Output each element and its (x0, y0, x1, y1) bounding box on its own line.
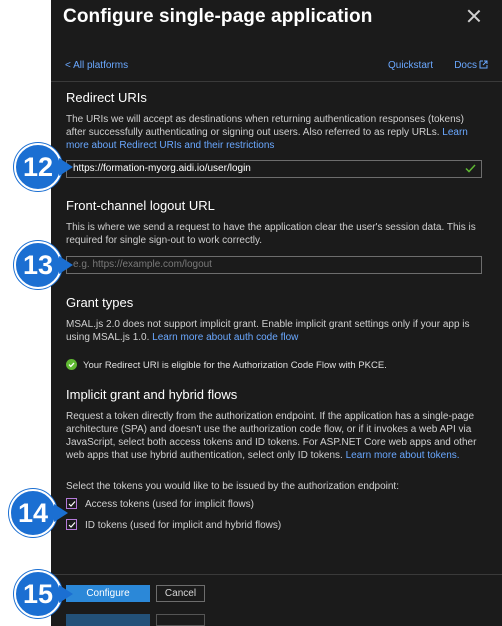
learn-more-tokens-link[interactable]: Learn more about tokens. (345, 450, 460, 461)
implicit-grant-heading: Implicit grant and hybrid flows (66, 387, 238, 402)
pkce-status-text: Your Redirect URI is eligible for the Authorization Code Flow with PKCE. (83, 360, 387, 371)
grant-types-heading: Grant types (66, 295, 134, 310)
success-check-icon (66, 359, 77, 370)
back-all-platforms-link[interactable]: < All platforms (65, 60, 129, 71)
grant-types-desc-text: MSAL.js 2.0 does not support implicit grant. Enable implicit grant settings only if your app is using MSAL.js 1.0. (66, 319, 470, 343)
access-tokens-label: Access tokens (used for implicit flows) (85, 499, 254, 510)
configure-spa-dialog (51, 0, 502, 626)
id-tokens-label: ID tokens (used for implicit and hybrid flows) (85, 520, 282, 531)
configure-button[interactable]: Configure (66, 585, 150, 602)
logout-url-description: This is where we send a request to have the application clear the user's session data. This is required for single sign-out to work correctly. (66, 222, 476, 246)
checkmark-icon (68, 500, 76, 508)
dialog-nav (65, 60, 488, 76)
id-tokens-checkbox-row[interactable] (66, 519, 281, 531)
redirect-uris-heading: Redirect URIs (66, 90, 147, 105)
dialog-title: Configure single-page application (63, 6, 373, 27)
callout-badge-14: 14 (9, 489, 57, 537)
implicit-grant-description (66, 410, 481, 462)
logout-url-placeholder: e.g. https://example.com/logout (73, 259, 212, 270)
close-icon[interactable] (466, 8, 482, 24)
callout-arrow-13 (59, 256, 73, 274)
docs-label: Docs (454, 60, 477, 71)
redirect-uris-learn-more-link[interactable]: Learn more about Redirect URIs and their restrictions (66, 127, 468, 151)
footer-divider (51, 574, 502, 575)
callout-arrow-14 (54, 504, 68, 522)
logout-url-heading: Front-channel logout URL (66, 198, 215, 213)
checkmark-icon (68, 521, 76, 529)
docs-link[interactable] (454, 60, 488, 71)
ghost-cancel-button (156, 614, 205, 626)
external-link-icon (479, 60, 488, 69)
grant-types-description (66, 318, 481, 344)
header-divider (51, 81, 502, 82)
callout-badge-13: 13 (14, 241, 62, 289)
select-tokens-label: Select the tokens you would like to be issued by the authorization endpoint: (66, 481, 399, 492)
logout-url-input[interactable] (66, 256, 482, 274)
implicit-grant-desc-text: Request a token directly from the authorization endpoint. If the application has a single-page architecture (SPA) and doesn't use the authorization code flow, or if it invokes a web API via JavaScript, select both access tokens and ID tokens. For ASP.NET Core web apps and other web apps that use hybrid authentication, select only ID tokens. (66, 411, 477, 461)
access-tokens-checkbox-row[interactable] (66, 498, 254, 510)
redirect-uris-desc-text: The URIs we will accept as destinations when returning authentication responses (tokens) after successfully authenticating or signing out users. Also referred to as reply URLs. (66, 114, 464, 138)
callout-arrow-15 (59, 585, 73, 603)
cancel-button[interactable]: Cancel (156, 585, 205, 602)
auth-code-flow-link[interactable]: Learn more about auth code flow (152, 332, 299, 343)
quickstart-link[interactable]: Quickstart (387, 60, 433, 71)
callout-badge-15: 15 (14, 570, 62, 618)
redirect-uri-value: https://formation-myorg.aidi.io/user/login (73, 163, 251, 174)
pkce-status (66, 359, 387, 371)
callout-badge-12: 12 (14, 143, 62, 191)
ghost-configure-button (66, 614, 150, 626)
callout-arrow-12 (59, 158, 73, 176)
valid-check-icon (465, 164, 476, 173)
redirect-uris-description (66, 113, 481, 152)
redirect-uri-input[interactable] (66, 160, 482, 178)
